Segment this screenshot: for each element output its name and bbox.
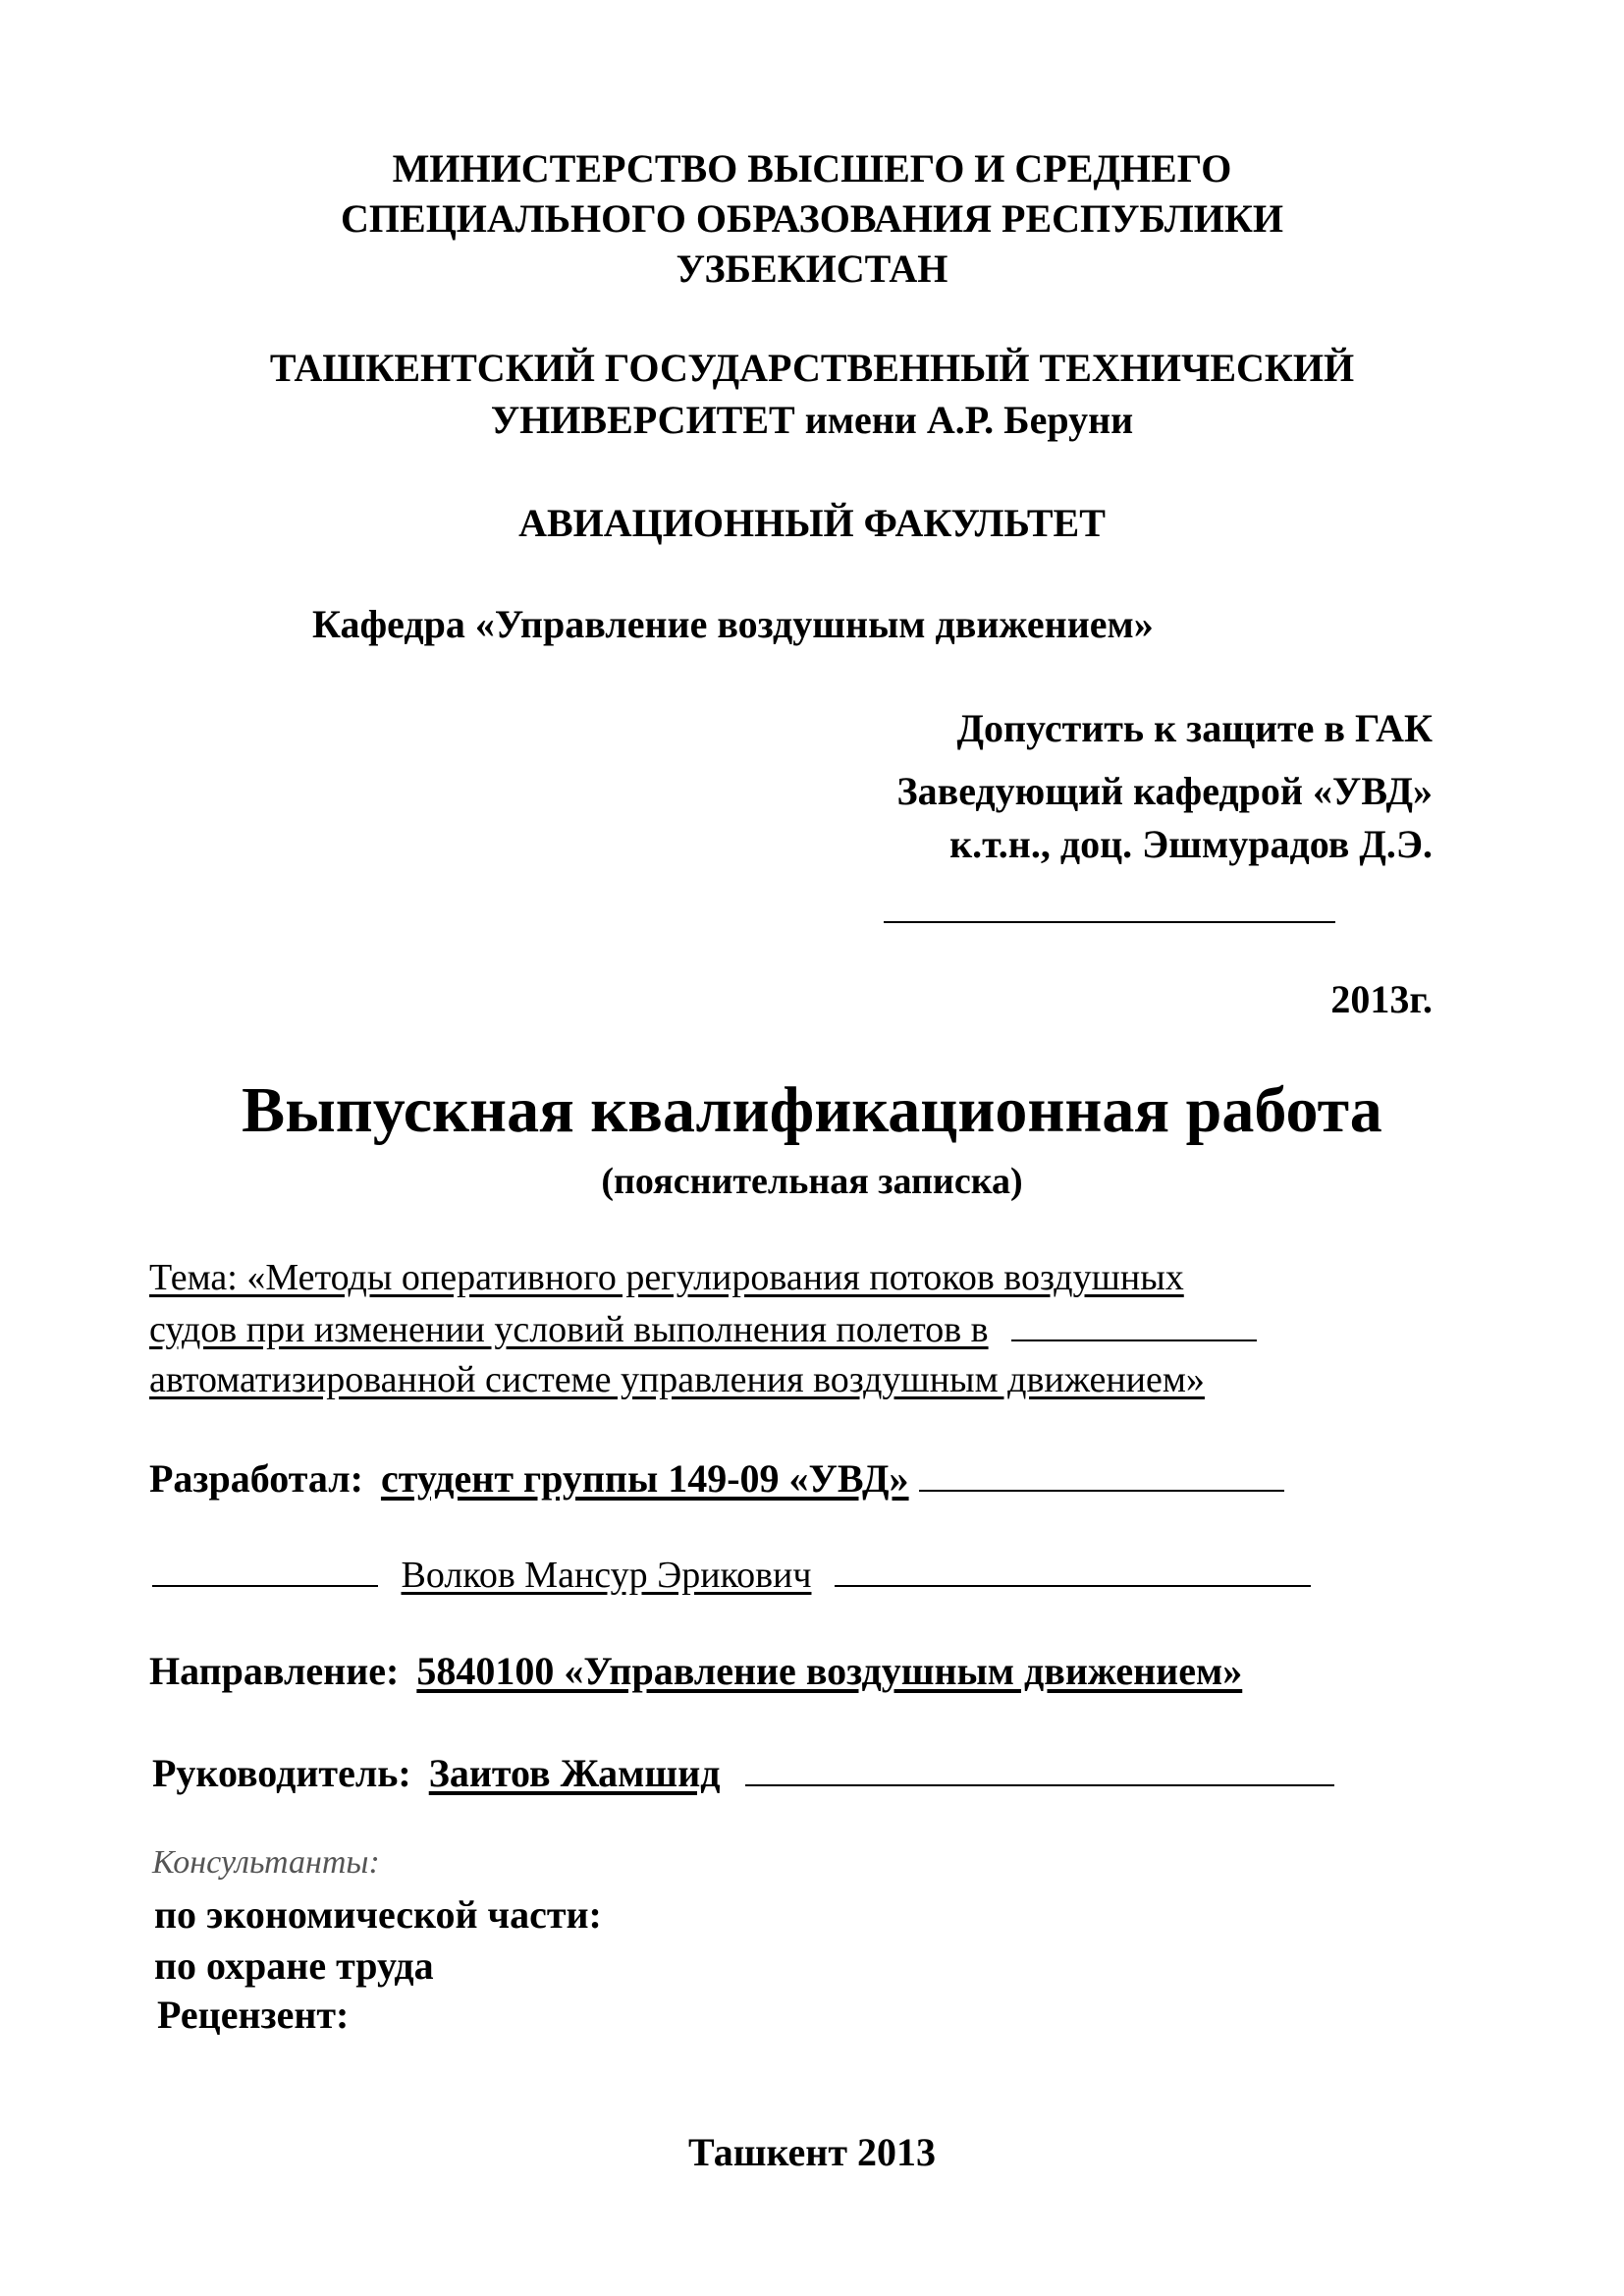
topic-line-2-text: судов при изменении условий выполнения полетов в [149, 1309, 989, 1350]
supervisor-label: Руководитель: [152, 1751, 411, 1795]
consultant-labor: по охране труда [154, 1943, 434, 1988]
approval-signature-line [884, 921, 1335, 923]
approval-line-3: к.т.н., доц. Эшмурадов Д.Э. [949, 822, 1433, 866]
approval-line-1: Допустить к защите в ГАК [956, 706, 1433, 750]
supervisor-value: Заитов Жамшид [428, 1751, 721, 1795]
supervisor-blank [745, 1755, 1334, 1786]
direction-value: 5840100 «Управление воздушным движением» [416, 1649, 1243, 1693]
developer-name-blank-left [152, 1563, 378, 1587]
developer-name-row [152, 1557, 1311, 1594]
faculty-name: АВИАЦИОННЫЙ ФАКУЛЬТЕТ [518, 501, 1106, 545]
developer-row [149, 1456, 1284, 1501]
topic-line-1-text: Тема: «Методы оперативного регулирования потоков воздушных [149, 1257, 1184, 1298]
document-subtitle: (пояснительная записка) [601, 1161, 1023, 1202]
consultants-label: Консультанты: [152, 1844, 380, 1881]
university-line-2: УНИВЕРСИТЕТ имени А.Р. Беруни [490, 398, 1134, 442]
topic-line-3 [149, 1361, 1205, 1398]
approval-year: 2013г. [1330, 977, 1433, 1021]
approval-line-2: Заведующий кафедрой «УВД» [896, 769, 1433, 813]
ministry-line-2: СПЕЦИАЛЬНОГО ОБРАЗОВАНИЯ РЕСПУБЛИКИ [341, 196, 1283, 241]
document-title: Выпускная квалификационная работа [242, 1074, 1382, 1146]
university-line-1: ТАШКЕНТСКИЙ ГОСУДАРСТВЕННЫЙ ТЕХНИЧЕСКИЙ [269, 346, 1355, 390]
department-name: Кафедра «Управление воздушным движением» [312, 602, 1154, 646]
developer-name-blank-right [835, 1563, 1311, 1587]
ministry-line-3: УЗБЕКИСТАН [676, 246, 948, 291]
developer-label: Разработал: [149, 1456, 363, 1501]
topic-line-3-text: автоматизированной системе управления воздушным движением» [149, 1359, 1205, 1400]
topic-blank [1011, 1310, 1257, 1341]
developer-value: студент группы 149-09 «УВД» [380, 1456, 909, 1501]
direction-label: Направление: [149, 1649, 400, 1693]
ministry-line-1: МИНИСТЕРСТВО ВЫСШЕГО И СРЕДНЕГО [392, 146, 1232, 191]
topic-line-1 [149, 1259, 1184, 1296]
consultant-economics: по экономической части: [154, 1892, 602, 1937]
direction-row [149, 1649, 1243, 1693]
city-year: Ташкент 2013 [688, 2130, 936, 2174]
developer-blank [919, 1460, 1284, 1492]
topic-line-2 [149, 1310, 1257, 1348]
reviewer-label: Рецензент: [157, 1993, 350, 2037]
developer-name: Волков Мансур Эрикович [401, 1555, 812, 1596]
supervisor-row [152, 1751, 1334, 1795]
